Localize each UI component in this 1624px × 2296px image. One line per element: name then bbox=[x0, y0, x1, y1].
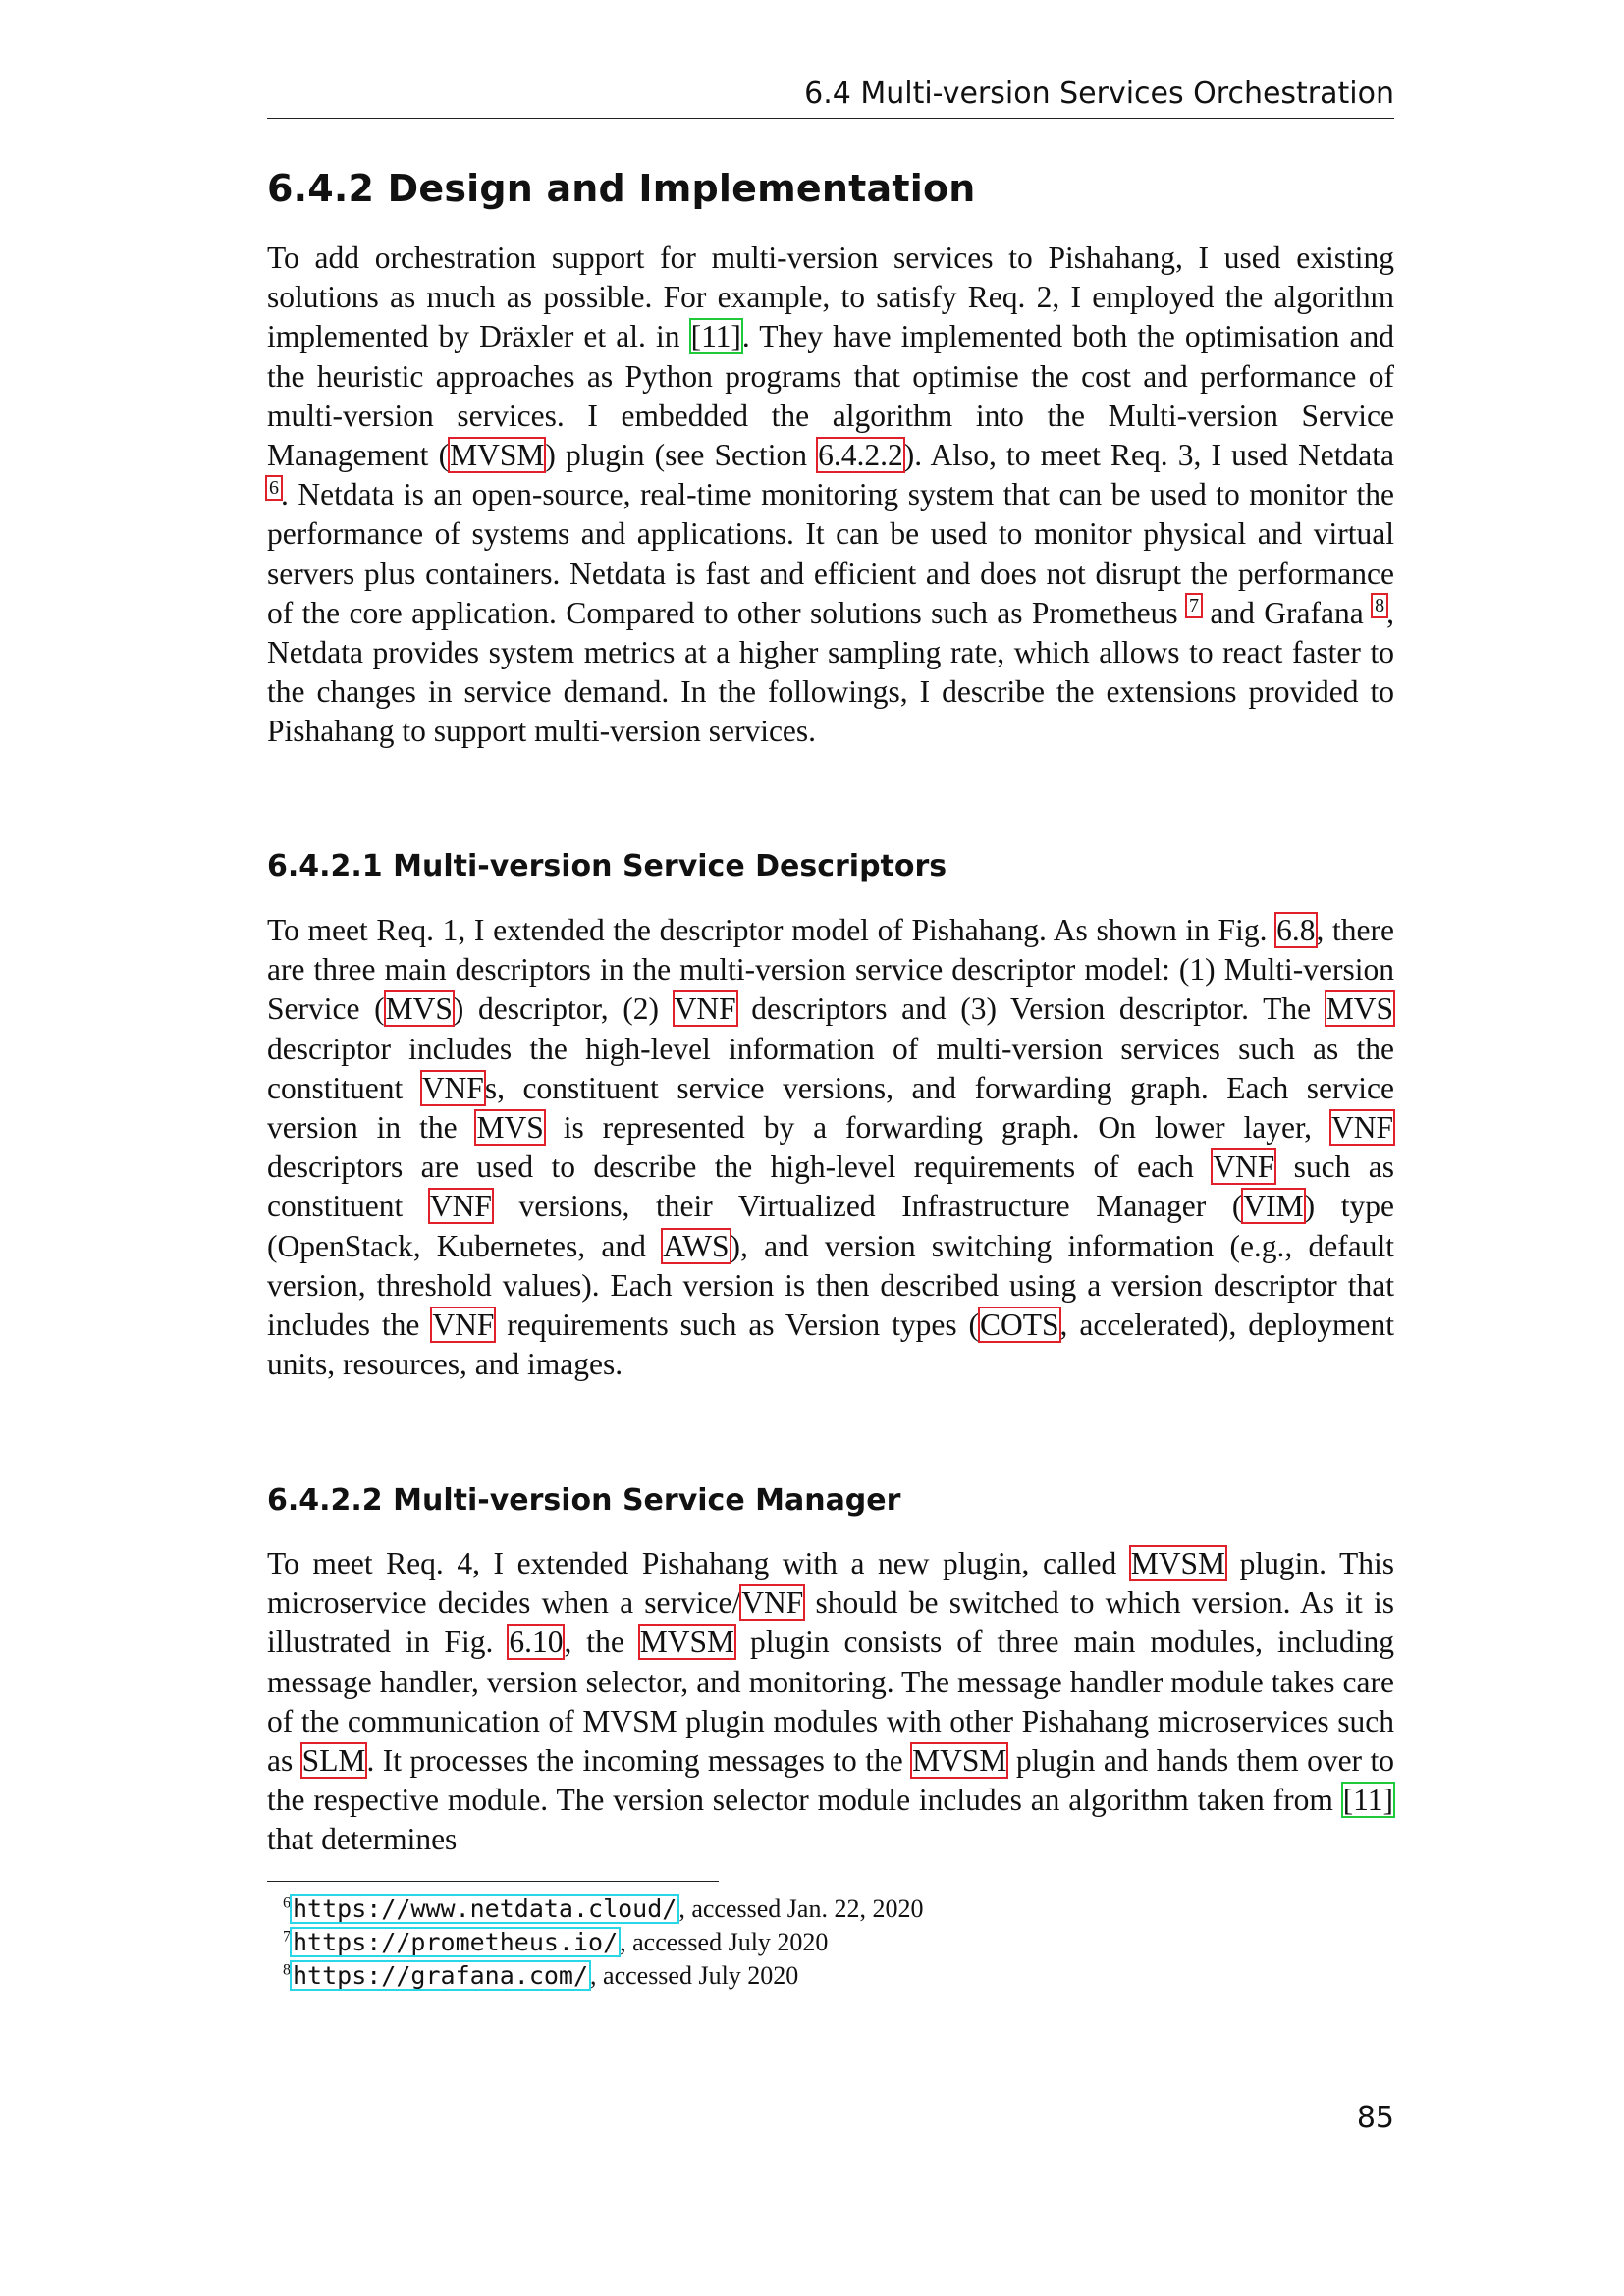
text-run: . Netdata is an open-source, real-time monitoring system that can be used to monitor the performance of systems and applications. It can be used to monitor physical and virtual servers plus containers. Netdata is fast and efficient and does not disrupt the performance of the core application. Compared to other solutions such as Prometheus bbox=[267, 477, 1394, 630]
text-run: , Netdata provides system metrics at a higher sampling rate, which allows to react faster to the changes in service demand. In the followings, I describe the extensions provided to Pishahang to support multi-version services. bbox=[267, 595, 1394, 749]
acronym-link-vim[interactable]: VIM bbox=[1243, 1189, 1304, 1224]
text-run: is represented by a forwarding graph. On lower layer, bbox=[544, 1110, 1330, 1146]
page-number: 85 bbox=[1356, 2101, 1394, 2135]
footnote-rule bbox=[267, 1881, 719, 1882]
citation-link[interactable]: [11] bbox=[1342, 1783, 1393, 1818]
acronym-link-vnf[interactable]: VNF bbox=[432, 1308, 495, 1343]
acronym-link-vnf[interactable]: VNF bbox=[741, 1585, 804, 1621]
footnote bbox=[283, 1959, 1382, 1993]
footnote bbox=[283, 1926, 1382, 1959]
footnote bbox=[283, 1893, 1382, 1926]
acronym-link-vnf[interactable]: VNF bbox=[421, 1070, 484, 1105]
text-run: that determines bbox=[267, 1822, 458, 1857]
text-run: descriptors and (3) Version descriptor. The bbox=[736, 991, 1326, 1027]
footnote-marker-link[interactable]: 6 bbox=[269, 476, 279, 499]
text-run: ), and version switching information (e.g., default version, threshold values). Each version is then described using a version descriptor that includes the bbox=[267, 1228, 1394, 1343]
citation-link[interactable]: [11] bbox=[690, 319, 741, 354]
body-paragraph bbox=[267, 1544, 1394, 1860]
footnote-url-link[interactable]: https://prometheus.io/ bbox=[293, 1928, 619, 1956]
text-run: . It processes the incoming messages to the bbox=[366, 1743, 912, 1779]
subsection-heading: 6.4.2.1 Multi-version Service Descriptors bbox=[267, 849, 947, 883]
footnote-text: , accessed July 2020 bbox=[590, 1961, 799, 1990]
text-run: , the bbox=[564, 1625, 639, 1660]
text-run: ) plugin (see Section bbox=[545, 438, 818, 473]
footnote-url-link[interactable]: https://www.netdata.cloud/ bbox=[293, 1895, 677, 1923]
text-run: ) type (OpenStack, Kubernetes, and bbox=[267, 1189, 1395, 1263]
text-run: plugin consists of three main modules, including message handler, version selector, and monitoring. The message handler module takes care of the communication of MVSM plugin modules with other Pishahang microservices such as bbox=[267, 1625, 1395, 1779]
text-run: . They have implemented both the optimisation and the heuristic approaches as Python programs that optimise the cost and performance of multi-version services. I embedded the algorithm into the Multi-version Service Management ( bbox=[267, 319, 1394, 473]
text-run: and Grafana bbox=[1201, 595, 1374, 630]
text-run: To meet Req. 4, I extended Pishahang with a new plugin, called bbox=[267, 1546, 1130, 1580]
acronym-link-vnf[interactable]: VNF bbox=[1213, 1149, 1275, 1185]
acronym-link-mvsm[interactable]: MVSM bbox=[1130, 1546, 1226, 1580]
text-run: descriptors are used to describe the high-level requirements of each bbox=[267, 1149, 1213, 1185]
text-run: should be switched to which version. As it is illustrated in Fig. bbox=[267, 1585, 1395, 1660]
text-run: To meet Req. 1, I extended the descriptor model of Pishahang. As shown in Fig. bbox=[267, 913, 1276, 947]
acronym-link-mvs[interactable]: MVS bbox=[476, 1110, 544, 1146]
text-run: s, constituent service versions, and forwarding graph. Each service version in the bbox=[267, 1070, 1394, 1146]
text-run: requirements such as Version types ( bbox=[495, 1308, 980, 1343]
footnote-marker-link[interactable]: 8 bbox=[1375, 595, 1385, 617]
section-ref-link[interactable]: 6.4.2.2 bbox=[818, 438, 903, 473]
footnote-marker-link[interactable]: 7 bbox=[1189, 595, 1200, 617]
footnote-text: , accessed Jan. 22, 2020 bbox=[678, 1895, 924, 1923]
text-run: To add orchestration support for multi-version services to Pishahang, I used existing solutions as much as possible. For example, to satisfy Req. 2, I employed the algorithm implemented by Dräxler et al. in bbox=[267, 240, 1394, 354]
acronym-link-mvsm[interactable]: MVSM bbox=[450, 438, 545, 473]
text-run: , there are three main descriptors in the multi-version service descriptor model: (1) Multi-version Service ( bbox=[267, 913, 1394, 1027]
acronym-link-mvs[interactable]: MVS bbox=[1326, 991, 1393, 1027]
body-paragraph bbox=[267, 239, 1394, 752]
footnotes bbox=[283, 1893, 1382, 1993]
text-run: such as constituent bbox=[267, 1149, 1394, 1224]
body-paragraph bbox=[267, 911, 1394, 1384]
acronym-link-aws[interactable]: AWS bbox=[663, 1228, 730, 1263]
footnote-text: , accessed July 2020 bbox=[620, 1928, 829, 1956]
acronym-link-vnf[interactable]: VNF bbox=[1330, 1110, 1393, 1146]
acronym-link-cots[interactable]: COTS bbox=[980, 1308, 1059, 1343]
acronym-link-slm[interactable]: SLM bbox=[301, 1743, 366, 1779]
running-header bbox=[267, 69, 1394, 119]
footnote-number: 6 bbox=[283, 1895, 291, 1912]
acronym-link-vnf[interactable]: VNF bbox=[674, 991, 736, 1027]
footnote-number: 7 bbox=[283, 1928, 291, 1946]
text-run: , accelerated), deployment units, resources, and images. bbox=[267, 1308, 1394, 1382]
figure-ref-link[interactable]: 6.8 bbox=[1276, 913, 1316, 947]
figure-ref-link[interactable]: 6.10 bbox=[509, 1625, 564, 1660]
text-run: ) descriptor, (2) bbox=[453, 991, 674, 1027]
acronym-link-mvsm[interactable]: MVSM bbox=[639, 1625, 735, 1660]
text-run: plugin. This microservice decides when a service/ bbox=[267, 1546, 1395, 1621]
text-run: descriptor includes the high-level information of multi-version services such as the constituent bbox=[267, 1031, 1394, 1105]
acronym-link-mvs[interactable]: MVS bbox=[385, 991, 453, 1027]
section-heading: 6.4.2 Design and Implementation bbox=[267, 167, 976, 210]
subsection-heading: 6.4.2.2 Multi-version Service Manager bbox=[267, 1483, 901, 1518]
text-run: versions, their Virtualized Infrastructure Manager ( bbox=[492, 1189, 1243, 1224]
footnote-url-link[interactable]: https://grafana.com/ bbox=[293, 1961, 589, 1990]
acronym-link-vnf[interactable]: VNF bbox=[429, 1189, 492, 1224]
footnote-number: 8 bbox=[283, 1961, 291, 1979]
text-run: ). Also, to meet Req. 3, I used Netdata bbox=[903, 438, 1394, 473]
text-run: plugin and hands them over to the respective module. The version selector module includes an algorithm taken from bbox=[267, 1743, 1394, 1818]
acronym-link-mvsm[interactable]: MVSM bbox=[912, 1743, 1007, 1779]
running-header-text: 6.4 Multi-version Services Orchestration bbox=[804, 77, 1394, 111]
